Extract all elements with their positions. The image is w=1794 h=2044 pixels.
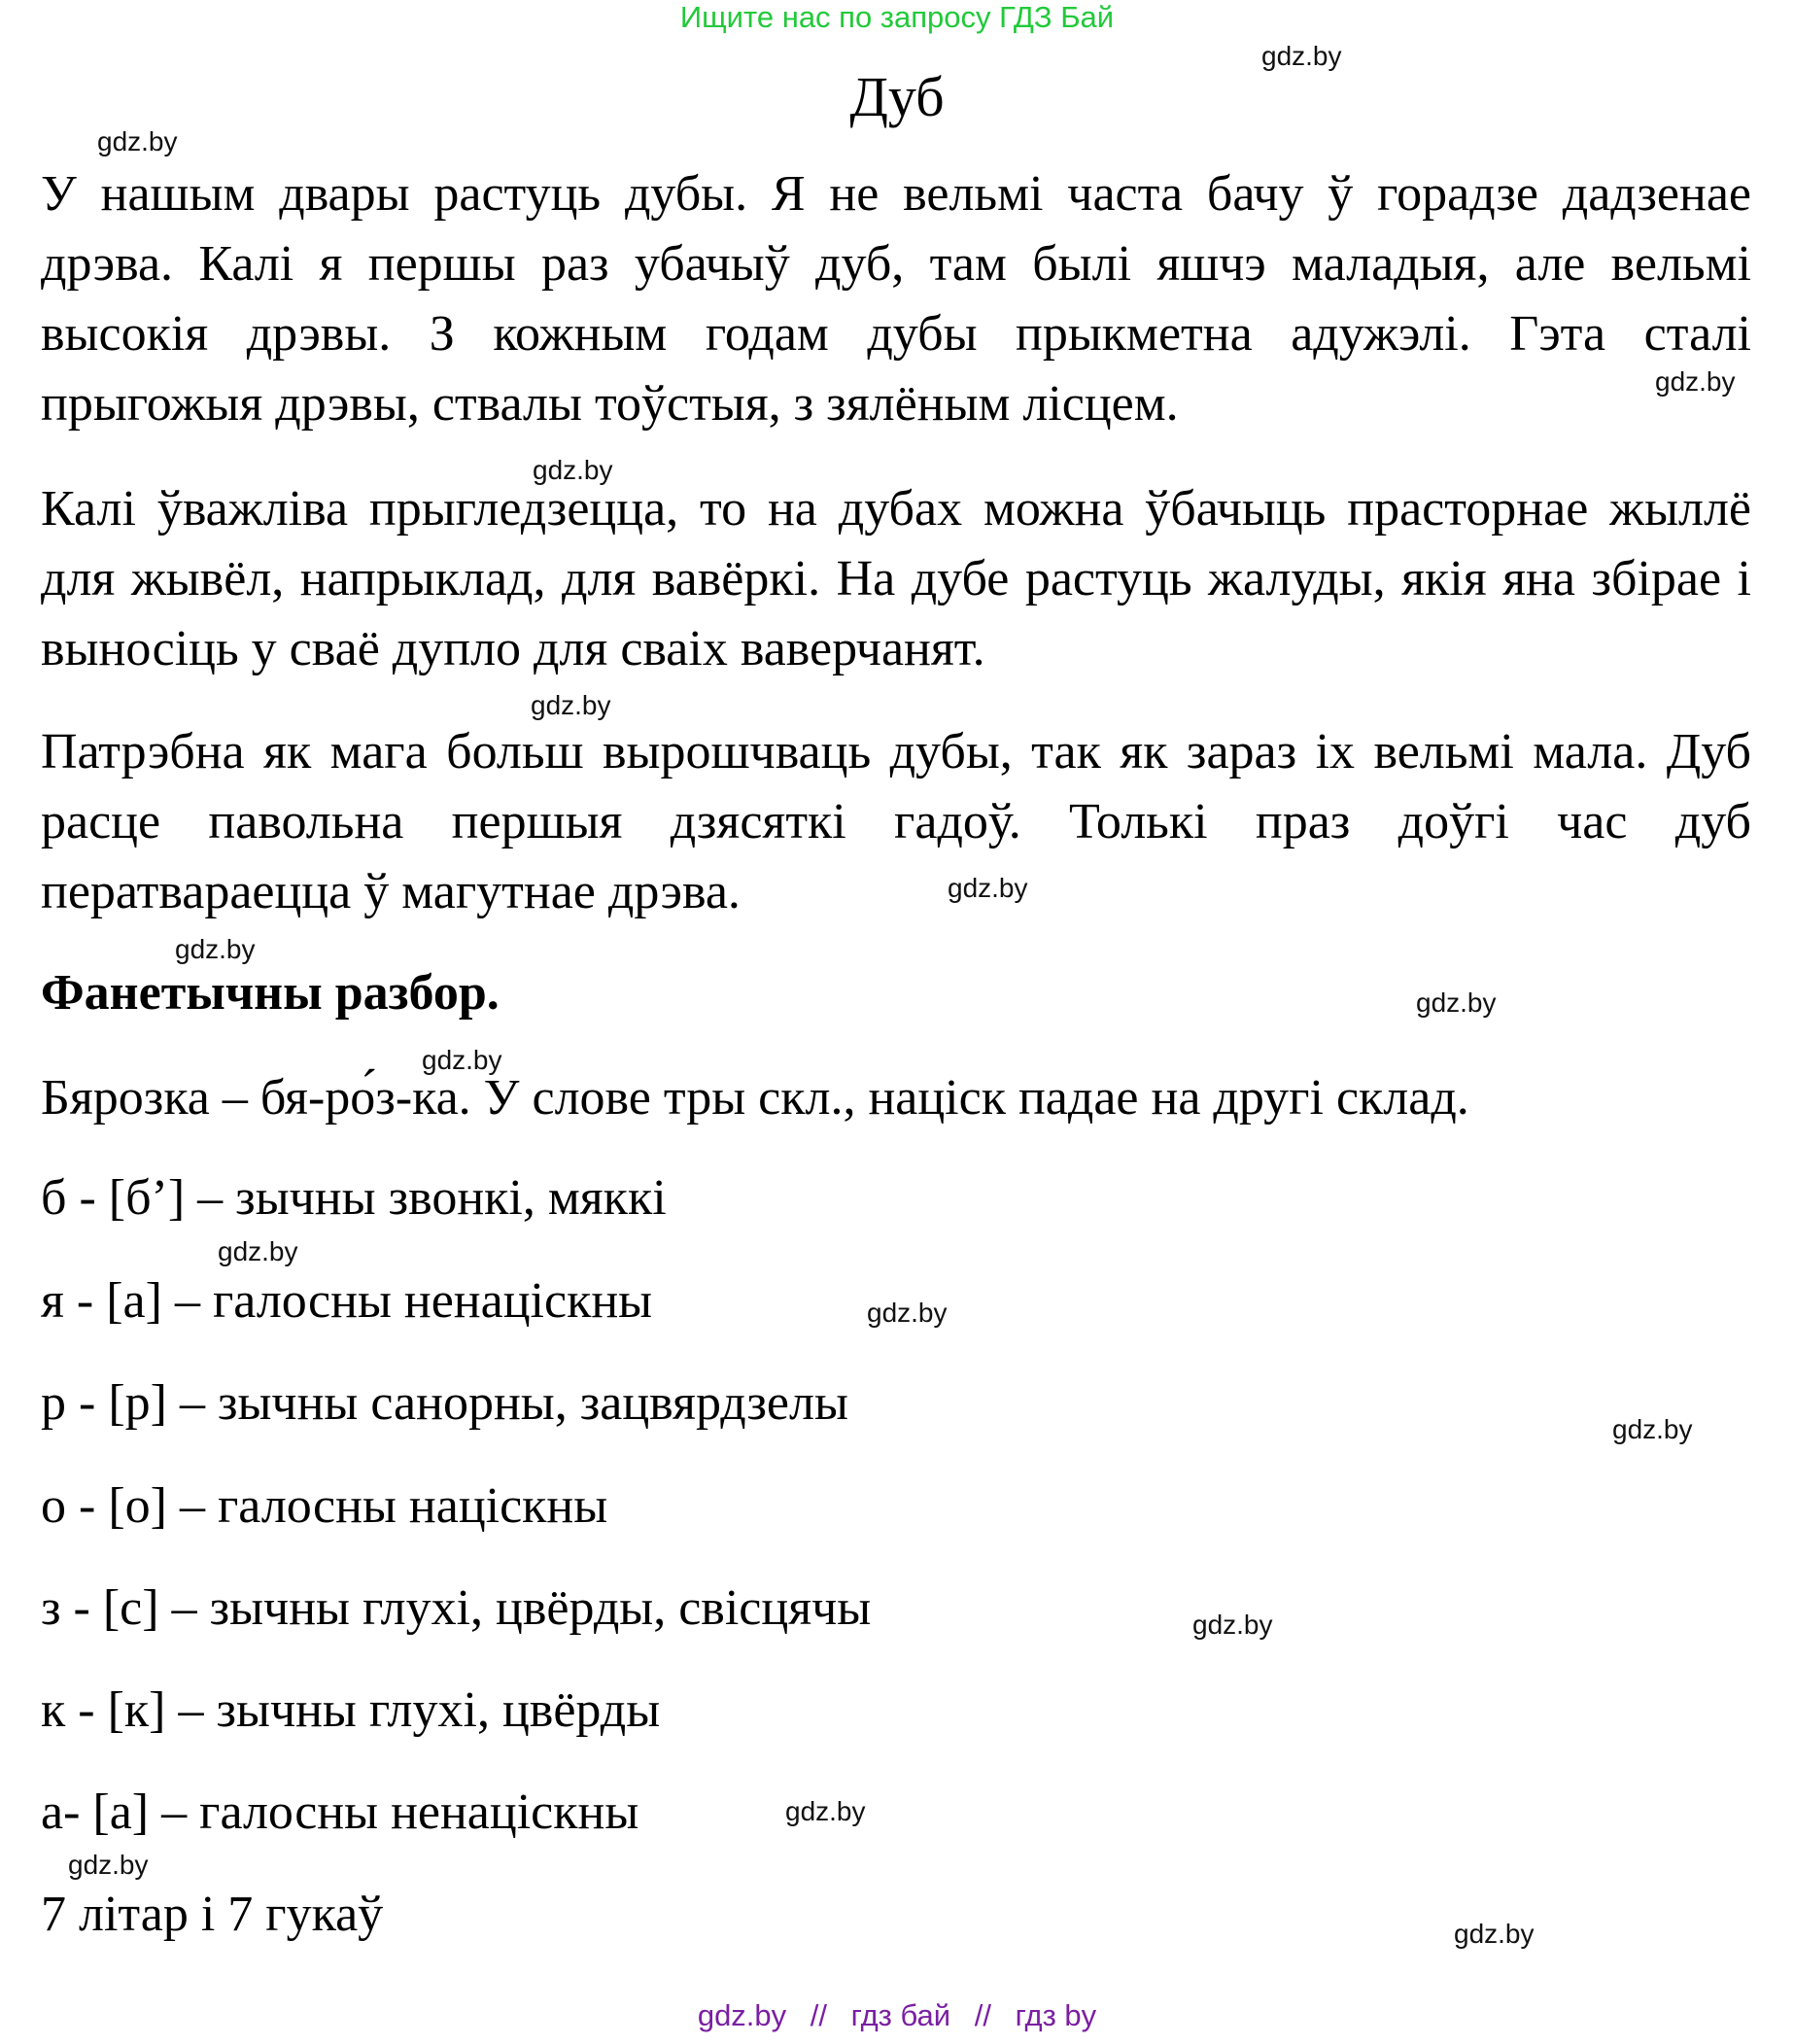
top-banner: Ищите нас по запросу ГДЗ Бай [679, 0, 1115, 34]
sound-line: я - [а] – галосны ненаціскны [41, 1273, 653, 1329]
watermark: gdz.by [1454, 1919, 1535, 1949]
watermark: gdz.by [97, 126, 178, 156]
sound-line: о - [о] – галосны націскны [41, 1478, 608, 1534]
watermark: gdz.by [175, 934, 256, 964]
paragraph-2: Калі ўважліва прыгледзецца, то на дубах можна ўбачыць прасторнае жыллё для жывёл, напрыклад, для вавёркі. На дубе растуць жалуды, якія яна збірае і выносіць у сваё дупло для сваіх ваверчанят. [41, 481, 1751, 676]
footer-link-gdz-by-cyr[interactable]: гдз by [1015, 1998, 1097, 2032]
sound-line: р - [р] – зычны санорны, зацвярдзелы [41, 1375, 848, 1431]
watermark: gdz.by [785, 1796, 866, 1826]
watermark: gdz.by [1655, 366, 1736, 397]
footer-link-gdz-by[interactable]: gdz.by [697, 1998, 787, 2032]
footer-links [0, 1998, 1794, 2033]
footer-link-gdz-bai[interactable]: гдз бай [850, 1998, 951, 2032]
analysis-summary: 7 літар і 7 гукаў [41, 1887, 384, 1942]
watermark: gdz.by [531, 690, 611, 720]
watermark: gdz.by [1416, 987, 1497, 1018]
watermark: gdz.by [1261, 41, 1342, 71]
watermark: gdz.by [1612, 1414, 1693, 1444]
watermark: gdz.by [218, 1236, 298, 1266]
analysis-intro: Бярозка – бя-ро́з-ка. У слове тры скл., націск падае на другі склад. [41, 1070, 1469, 1126]
sound-line: з - [с] – зычны глухі, цвёрды, свісцячы [41, 1580, 872, 1636]
watermark: gdz.by [1192, 1610, 1273, 1640]
sound-line: б - [б’] – зычны звонкі, мяккі [41, 1170, 667, 1226]
page-title: Дуб [849, 65, 945, 128]
watermark: gdz.by [422, 1045, 502, 1075]
watermark: gdz.by [533, 455, 613, 485]
watermark: gdz.by [867, 1298, 948, 1328]
sound-line: а- [а] – галосны ненаціскны [41, 1784, 639, 1840]
watermark: gdz.by [948, 873, 1028, 903]
analysis-heading: Фанетычны разбор. [41, 965, 500, 1021]
watermark: gdz.by [68, 1850, 149, 1880]
paragraph-3: Патрэбна як мага больш вырошчваць дубы, так як зараз іх вельмі мала. Дуб расце павольна першыя дзясяткі гадоў. Толькі праз доўгі час дуб ператвараецца ў магутнае дрэва. [41, 724, 1751, 919]
footer-separator: // [810, 1998, 828, 2032]
footer-separator: // [974, 1998, 991, 2032]
paragraph-1: У нашым двары растуць дубы. Я не вельмі часта бачу ў горадзе дадзенае дрэва. Калі я першы раз убачыў дуб, там былі яшчэ маладыя, але вельмі высокія дрэвы. З кожным годам дубы прыкметна адужэлі. Гэта сталі прыгожыя дрэвы, ствалы тоўстыя, з зялёным лісцем. [41, 166, 1751, 432]
sound-line: к - [к] – зычны глухі, цвёрды [41, 1682, 661, 1738]
